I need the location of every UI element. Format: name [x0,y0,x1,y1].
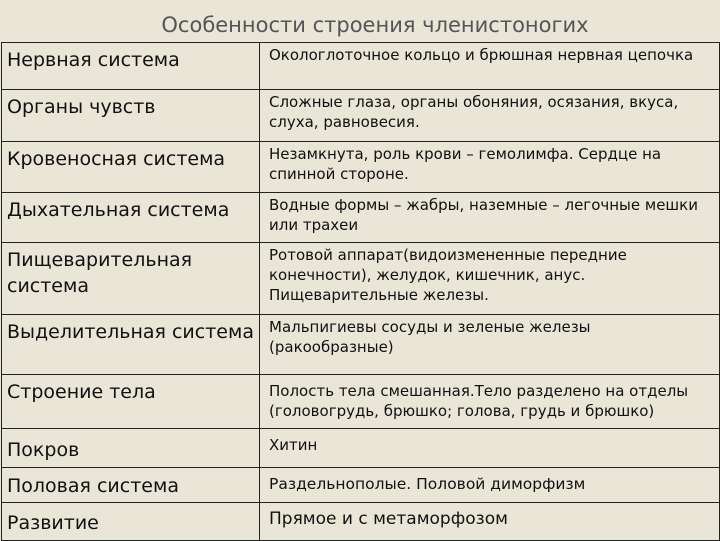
description-cell: Ротовой аппарат(видоизмененные передние конечности), желудок, кишечник, анус. Пищеварительные железы. [260,243,720,315]
feature-cell: Дыхательная система [2,193,260,243]
feature-cell: Покров [2,429,260,468]
feature-cell: Кровеносная система [2,142,260,193]
description-cell: Сложные глаза, органы обоняния, осязания, вкуса, слуха, равновесия. [260,90,720,142]
feature-cell: Развитие [2,503,260,541]
description-cell: Водные формы – жабры, наземные – легочные мешки или трахеи [260,193,720,243]
feature-cell: Выделительная система [2,315,260,375]
table-row [2,315,720,375]
description-cell: Хитин [260,429,720,468]
table-row [2,429,720,468]
feature-cell: Органы чувств [2,90,260,142]
table-row [2,142,720,193]
feature-cell: Строение тела [2,375,260,429]
feature-cell: Половая система [2,468,260,503]
feature-cell: Пищеварительная система [2,243,260,315]
table-row [2,90,720,142]
table-row [2,375,720,429]
table-row [2,503,720,541]
table-row [2,243,720,315]
description-cell: Незамкнута, роль крови – гемолимфа. Сердце на спинной стороне. [260,142,720,193]
description-cell: Окологлоточное кольцо и брюшная нервная цепочка [260,43,720,90]
page-title: Особенности строения членистоногих [161,13,589,37]
features-table [1,42,720,541]
feature-cell: Нервная система [2,43,260,90]
table-row [2,43,720,90]
description-cell: Полость тела смешанная.Тело разделено на отделы (головогрудь, брюшко; голова, грудь и брюшко) [260,375,720,429]
description-cell: Раздельнополые. Половой диморфизм [260,468,720,503]
table-row [2,193,720,243]
table-row [2,468,720,503]
description-cell: Мальпигиевы сосуды и зеленые железы (ракообразные) [260,315,720,375]
description-cell: Прямое и с метаморфозом [260,503,720,541]
